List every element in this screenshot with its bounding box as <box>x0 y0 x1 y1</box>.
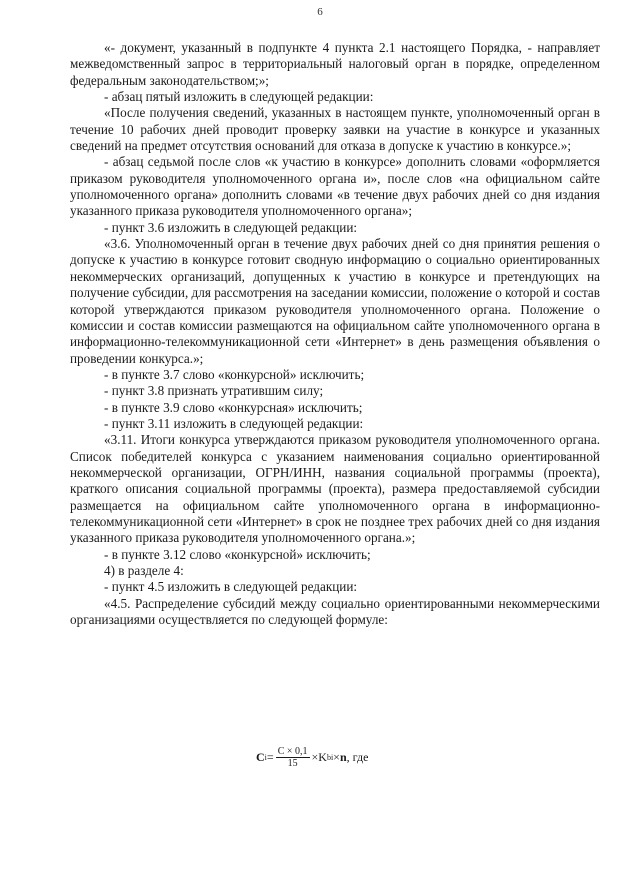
paragraph: «4.5. Распределение субсидий между социально ориентированными некоммерческими организациями осуществляется по следующей формуле: <box>70 595 600 628</box>
formula-k-subscript: bi <box>326 753 334 762</box>
paragraph: - абзац пятый изложить в следующей редакции: <box>104 89 374 105</box>
paragraph: «- документ, указанный в подпункте 4 пункта 2.1 настоящего Порядка, - направляет межведомственный запрос в территориальный налоговый орган в порядке, определенном федеральным законодательством;»; <box>70 40 600 88</box>
paragraph: - в пункте 3.9 слово «конкурсная» исключить; <box>104 399 363 415</box>
page-number: 6 <box>317 6 323 18</box>
paragraph: - пункт 4.5 изложить в следующей редакции: <box>104 579 358 595</box>
paragraph: - пункт 3.11 изложить в следующей редакции: <box>104 415 364 431</box>
paragraph: «После получения сведений, указанных в настоящем пункте, уполномоченный орган в течение 10 рабочих дней проводит проверку заявки на участие в конкурсе и указанных сведений на предмет отсутствия оснований для отказа в допуске к участию в конкурсе.»; <box>70 105 600 154</box>
formula-denominator: 15 <box>287 758 298 769</box>
formula-k-factor: ×K <box>311 750 327 764</box>
paragraph: - пункт 3.8 признать утратившим силу; <box>104 383 324 399</box>
paragraph: - в пункте 3.12 слово «конкурсной» исключить; <box>104 546 371 562</box>
formula-lhs-subscript: i <box>264 753 267 762</box>
paragraph: 4) в разделе 4: <box>104 563 184 578</box>
formula-equals: = <box>266 750 274 764</box>
formula-lhs: C <box>256 750 265 764</box>
paragraph: «3.11. Итоги конкурса утверждаются приказом руководителя уполномоченного органа. Список победителей конкурса с указанием наименования социально ориентированной некоммерческой организации, ОГРН/ИНН, названия социальной программы (проекта), краткого описания социальной программы (проекта), размера предоставляемой субсидии размещается на официальном сайте уполномоченного органа в информационно-телекоммуникационной сети «Интернет» в срок не позднее трех рабочих дней со дня издания указанного приказа руководителя уполномоченного органа.»; <box>70 432 600 546</box>
paragraph: - пункт 3.6 изложить в следующей редакции: <box>104 219 358 235</box>
formula-times: × <box>333 750 340 764</box>
paragraph: - абзац седьмой после слов «к участию в конкурсе» дополнить словами «оформляется приказом руководителя уполномоченного органа и», после слов «на официальном сайте уполномоченного органа» дополнить словами «в течение двух рабочих дней со дня издания указанного приказа руководителя уполномоченного органа»; <box>70 154 600 219</box>
formula-fraction <box>276 746 310 769</box>
document-body <box>70 40 600 628</box>
formula-numerator: C × 0,1 <box>277 746 308 757</box>
formula-tail: , где <box>346 750 369 764</box>
paragraph: «3.6. Уполномоченный орган в течение двух рабочих дней со дня принятия решения о допуске к участию в конкурсе готовит сводную информацию о социально ориентированных некоммерческих организаций, допущенных к участию в конкурсе и претендующих на получение субсидии, для рассмотрения на заседании комиссии, положение о которой и состав которой утверждаются приказом руководителя уполномоченного органа. Положение о комиссии и состав комиссии размещаются на официальном сайте уполномоченного органа в информационно-телекоммуникационной сети «Интернет» в день размещения объявления о проведении конкурса.»; <box>70 236 600 366</box>
formula-n: n <box>339 750 347 764</box>
subsidy-formula <box>256 746 368 769</box>
paragraph: - в пункте 3.7 слово «конкурсной» исключить; <box>104 366 365 382</box>
